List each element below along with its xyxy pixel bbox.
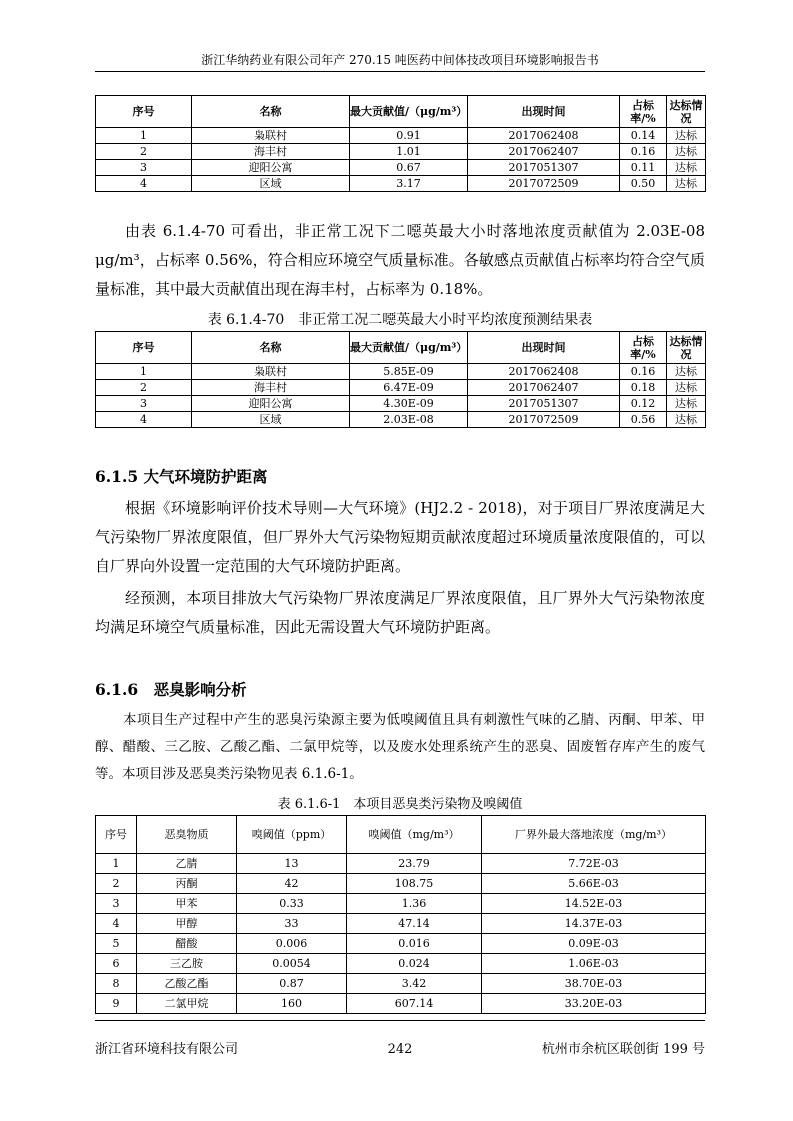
table-cell: 7.72E-03 <box>482 854 706 874</box>
table-cell: 6.47E-09 <box>350 380 468 396</box>
table-cell: 0.016 <box>347 934 482 954</box>
table-cell: 三乙胺 <box>137 954 237 974</box>
table-row <box>96 364 706 380</box>
table-cell: 9 <box>96 994 137 1014</box>
table-caption: 表 6.1.6-1 本项目恶臭类污染物及嗅阈值 <box>277 797 523 812</box>
header-cell: 序号 <box>96 816 137 854</box>
table-cell: 607.14 <box>347 994 482 1014</box>
header-cell: 序号 <box>96 332 192 364</box>
table-cell: 0.006 <box>237 934 347 954</box>
table-cell: 甲醇 <box>137 914 237 934</box>
header-cell: 嗅阈值（mg/m³） <box>347 816 482 854</box>
table-header-row <box>96 816 706 854</box>
table-cell: 0.18 <box>620 380 667 396</box>
table-cell: 3.17 <box>350 176 468 192</box>
table-cell: 海丰村 <box>192 380 350 396</box>
table-cell: 6 <box>96 954 137 974</box>
header-cell: 嗅阈值（ppm） <box>237 816 347 854</box>
table-cell: 2017051307 <box>468 160 620 176</box>
header-cell: 厂界外最大落地浓度（mg/m³） <box>482 816 706 854</box>
header-cell: 占标率/% <box>620 96 667 128</box>
table-cell: 0.11 <box>620 160 667 176</box>
table-cell: 2 <box>96 874 137 894</box>
table-cell: 14.52E-03 <box>482 894 706 914</box>
header-cell: 名称 <box>192 96 350 128</box>
table-row <box>96 396 706 412</box>
table-cell: 达标 <box>667 412 706 428</box>
table-row <box>96 144 706 160</box>
table-cell: 0.33 <box>237 894 347 914</box>
table-row <box>96 380 706 396</box>
table-dioxin-prediction <box>95 331 706 428</box>
table-cell: 达标 <box>667 380 706 396</box>
table-cell: 5.85E-09 <box>350 364 468 380</box>
table-cell: 2 <box>96 380 192 396</box>
table-cell: 3 <box>96 396 192 412</box>
table-cell: 4 <box>96 914 137 934</box>
table-cell: 0.0054 <box>237 954 347 974</box>
table-cell: 醋酸 <box>137 934 237 954</box>
table-cell: 2017051307 <box>468 396 620 412</box>
table-cell: 1 <box>96 128 192 144</box>
table-cell: 迎阳公寓 <box>192 396 350 412</box>
table-cell: 38.70E-03 <box>482 974 706 994</box>
table-odor-pollutants <box>95 815 706 1014</box>
table-cell: 丙酮 <box>137 874 237 894</box>
table-cell: 二氯甲烷 <box>137 994 237 1014</box>
table-cell: 枭联村 <box>192 128 350 144</box>
table-row <box>96 894 706 914</box>
table-header-row <box>96 96 706 128</box>
paragraph-protection-distance-2: 经预测，本项目排放大气污染物厂界浓度满足厂界浓度限值，且厂界外大气污染物浓度均满足环境空气质量标准，因此无需设置大气环境防护距离。 <box>95 589 705 636</box>
table-cell: 2017062408 <box>468 128 620 144</box>
paragraph-odor-sources: 本项目生产过程中产生的恶臭污染源主要为低嗅阈值且具有刺激性气味的乙腈、丙酮、甲苯、甲醇、醋酸、三乙胺、乙酸乙酯、二氯甲烷等，以及废水处理系统产生的恶臭、固废暂存库产生的废气等。本项目涉及恶臭类污染物见表 6.1.6-1。 <box>95 712 705 782</box>
table-cell: 1.01 <box>350 144 468 160</box>
table-cell: 区域 <box>192 176 350 192</box>
table-cell: 2017062407 <box>468 380 620 396</box>
table-cell: 0.67 <box>350 160 468 176</box>
table-cell: 3 <box>96 894 137 914</box>
header-cell: 最大贡献值/（μg/m³） <box>350 332 468 364</box>
table-cell: 0.16 <box>620 144 667 160</box>
table-cell: 甲苯 <box>137 894 237 914</box>
page-number: 242 <box>387 1042 413 1057</box>
table-cell: 2017072509 <box>468 176 620 192</box>
table-cell: 3 <box>96 160 192 176</box>
table-cell: 2017062408 <box>468 364 620 380</box>
table-cell: 迎阳公寓 <box>192 160 350 176</box>
page-header: 浙江华纳药业有限公司年产 270.15 吨医药中间体技改项目环境影响报告书 <box>201 53 599 67</box>
table-cell: 达标 <box>667 160 706 176</box>
table-cell: 42 <box>237 874 347 894</box>
footer-company: 浙江省环境科技有限公司 <box>95 1042 239 1057</box>
footer-address: 杭州市余杭区联创街 199 号 <box>541 1042 705 1057</box>
header-cell: 出现时间 <box>468 332 620 364</box>
table-cell: 5.66E-03 <box>482 874 706 894</box>
table-cell: 3.42 <box>347 974 482 994</box>
table-cell: 33 <box>237 914 347 934</box>
table-cell: 4.30E-09 <box>350 396 468 412</box>
table-cell: 2017072509 <box>468 412 620 428</box>
table-cell: 33.20E-03 <box>482 994 706 1014</box>
table-cell: 2.03E-08 <box>350 412 468 428</box>
table-cell: 1 <box>96 364 192 380</box>
table-cell: 0.12 <box>620 396 667 412</box>
table-cell: 0.16 <box>620 364 667 380</box>
footer-rule <box>95 1020 705 1021</box>
table-row <box>96 974 706 994</box>
table-cell: 5 <box>96 934 137 954</box>
table-cell: 达标 <box>667 144 706 160</box>
table-cell: 2017062407 <box>468 144 620 160</box>
table-cell: 1.06E-03 <box>482 954 706 974</box>
table-row <box>96 176 706 192</box>
header-cell: 达标情况 <box>667 332 706 364</box>
header-cell: 达标情况 <box>667 96 706 128</box>
table-cell: 23.79 <box>347 854 482 874</box>
header-rule <box>95 71 705 72</box>
table-cell: 1 <box>96 854 137 874</box>
table-cell: 13 <box>237 854 347 874</box>
table-row <box>96 160 706 176</box>
table-cell: 海丰村 <box>192 144 350 160</box>
table-cell: 枭联村 <box>192 364 350 380</box>
table-row <box>96 934 706 954</box>
header-cell: 占标率/% <box>620 332 667 364</box>
table-caption: 表 6.1.4-70 非正常工况二噁英最大小时平均浓度预测结果表 <box>207 312 593 328</box>
table-header-row <box>96 332 706 364</box>
table-row <box>96 854 706 874</box>
header-cell: 序号 <box>96 96 192 128</box>
header-cell: 出现时间 <box>468 96 620 128</box>
table-cell: 0.14 <box>620 128 667 144</box>
table-cell: 4 <box>96 176 192 192</box>
table-cell: 乙腈 <box>137 854 237 874</box>
header-cell: 名称 <box>192 332 350 364</box>
table-cell: 8 <box>96 974 137 994</box>
table-cell: 4 <box>96 412 192 428</box>
header-cell: 恶臭物质 <box>137 816 237 854</box>
table-cell: 达标 <box>667 128 706 144</box>
table-cell: 2 <box>96 144 192 160</box>
table-cell: 0.09E-03 <box>482 934 706 954</box>
header-cell: 最大贡献值/（μg/m³） <box>350 96 468 128</box>
table-cell: 1.36 <box>347 894 482 914</box>
table-sensitive-points-1 <box>95 95 706 192</box>
table-cell: 160 <box>237 994 347 1014</box>
table-row <box>96 954 706 974</box>
table-row <box>96 412 706 428</box>
table-cell: 0.91 <box>350 128 468 144</box>
table-cell: 108.75 <box>347 874 482 894</box>
paragraph-dioxin-summary: 由表 6.1.4-70 可看出，非正常工况下二噁英最大小时落地浓度贡献值为 2.03E-08 μg/m³，占标率 0.56%，符合相应环境空气质量标准。各敏感点贡献值占标率均符合空气质量标准，其中最大贡献值出现在海丰村，占标率为 0.18%。 <box>95 222 705 298</box>
table-cell: 47.14 <box>347 914 482 934</box>
table-cell: 14.37E-03 <box>482 914 706 934</box>
paragraph-protection-distance-1: 根据《环境影响评价技术导则—大气环境》(HJ2.2 - 2018)，对于项目厂界浓度满足大气污染物厂界浓度限值，但厂界外大气污染物短期贡献浓度超过环境质量浓度限值的，可以自厂界向外设置一定范围的大气环境防护距离。 <box>95 499 705 575</box>
table-row <box>96 128 706 144</box>
table-cell: 乙酸乙酯 <box>137 974 237 994</box>
section-heading-6-1-5: 6.1.5 大气环境防护距离 <box>95 467 268 486</box>
table-cell: 0.56 <box>620 412 667 428</box>
table-cell: 达标 <box>667 396 706 412</box>
table-cell: 0.50 <box>620 176 667 192</box>
table-cell: 达标 <box>667 364 706 380</box>
section-heading-6-1-6: 6.1.6 恶臭影响分析 <box>95 680 247 699</box>
table-cell: 0.87 <box>237 974 347 994</box>
table-cell: 达标 <box>667 176 706 192</box>
table-row <box>96 874 706 894</box>
table-row <box>96 994 706 1014</box>
table-row <box>96 914 706 934</box>
table-cell: 区域 <box>192 412 350 428</box>
table-cell: 0.024 <box>347 954 482 974</box>
